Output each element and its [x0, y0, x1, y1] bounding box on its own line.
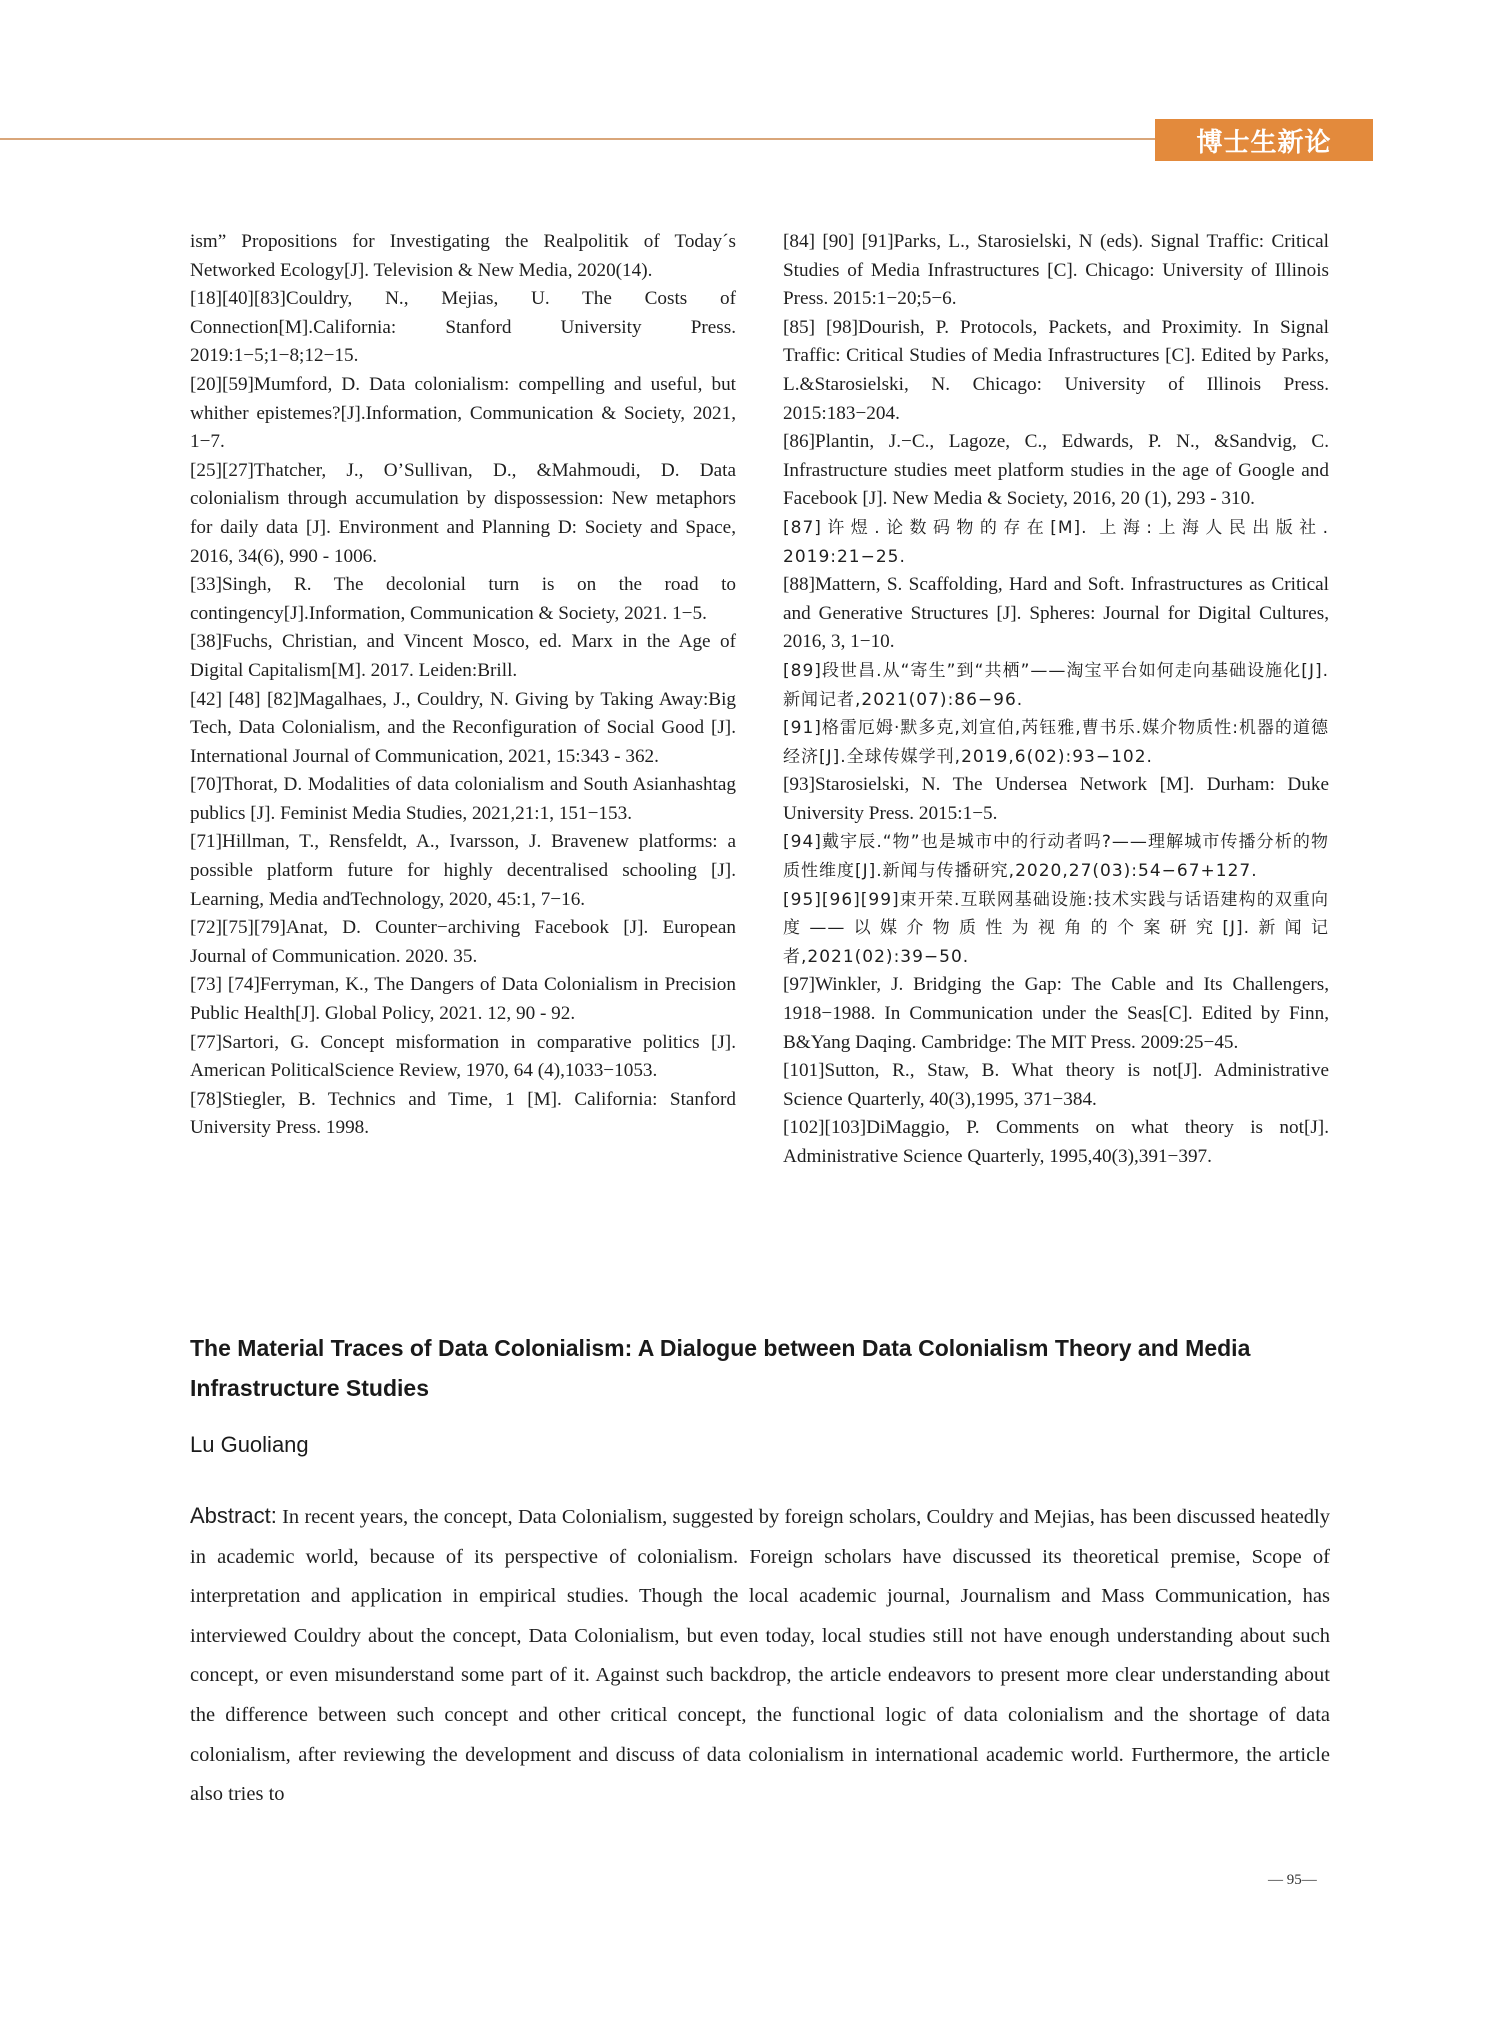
references-left-column — [190, 228, 736, 1143]
reference-item: [94]戴宇辰.“物”也是城市中的行动者吗?——理解城市传播分析的物质性维度[J].新闻与传播研究,2020,27(03):54−67+127. — [783, 832, 1329, 882]
reference-item: [77]Sartori, G. Concept misformation in comparative politics [J]. American PoliticalScience Review, 1970, 64 (4),1033−1053. — [190, 1031, 736, 1082]
reference-item: ism” Propositions for Investigating the Realpolitik of Today´s Networked Ecology[J]. Television & New Media, 2020(14). — [190, 231, 736, 281]
reference-item: [85] [98]Dourish, P. Protocols, Packets, and Proximity. In Signal Traffic: Critical Studies of Media Infrastructures [C]. Edited by Parks, L.&Starosielski, N. Chicago: University of Illinois Press. 2015:183−204. — [783, 316, 1329, 424]
reference-item: [91]格雷厄姆·默多克,刘宣伯,芮钰雅,曹书乐.媒介物质性:机器的道德经济[J].全球传媒学刊,2019,6(02):93−102. — [783, 718, 1329, 767]
reference-item: [25][27]Thatcher, J., O’Sullivan, D., &Mahmoudi, D. Data colonialism through accumulation by dispossession: New metaphors for daily data [J]. Environment and Planning D: Society and Space, 2016, 34(6), 990 - 1006. — [190, 459, 736, 567]
reference-item: [101]Sutton, R., Staw, B. What theory is not[J]. Administrative Science Quarterly, 40(3),1995, 371−384. — [783, 1060, 1329, 1110]
references-right-column — [783, 228, 1329, 1172]
reference-item: [84] [90] [91]Parks, L., Starosielski, N (eds). Signal Traffic: Critical Studies of Media Infrastructures [C]. Chicago: University of Illinois Press. 2015:1−20;5−6. — [783, 231, 1329, 310]
reference-item: [42] [48] [82]Magalhaes, J., Couldry, N. Giving by Taking Away:Big Tech, Data Colonialism, and the Reconfiguration of Social Good [J]. International Journal of Communication, 2021, 15:343 - 362. — [190, 688, 736, 767]
reference-item: [102][103]DiMaggio, P. Comments on what theory is not[J]. Administrative Science Quarterly, 1995,40(3),391−397. — [783, 1117, 1329, 1167]
reference-item: [70]Thorat, D. Modalities of data colonialism and South Asianhashtag publics [J]. Feminist Media Studies, 2021,21:1, 151−153. — [190, 774, 736, 824]
reference-item: [71]Hillman, T., Rensfeldt, A., Ivarsson, J. Bravenew platforms: a possible platform future for highly decentralised schooling [J]. Learning, Media andTechnology, 2020, 45:1, 7−16. — [190, 831, 736, 910]
abstract-text: In recent years, the concept, Data Colonialism, suggested by foreign scholars, Couldry and Mejias, has been discussed heatedly in academic world, because of its perspective of colonialism. Foreign scholars have discussed its theoretical premise, Scope of interpretation and application in empirical studies. Though the local academic journal, Journalism and Mass Communication, has interviewed Couldry about the concept, Data Colonialism, but even today, local studies still not have enough understanding about such concept, or even misunderstand some part of it. Against such backdrop, the article endeavors to present more clear understanding about the difference between such concept and other critical concept, the functional logic of data colonialism and the shortage of data colonialism, after reviewing the development and discuss of data colonialism in international academic world. Furthermore, the article also tries to — [190, 1506, 1330, 1806]
reference-item: [87]许煜.论数码物的存在[M]. 上海:上海人民出版社. 2019:21−25. — [783, 517, 1329, 567]
abstract — [190, 1496, 1330, 1815]
reference-item: [72][75][79]Anat, D. Counter−archiving Facebook [J]. European Journal of Communication. 2020. 35. — [190, 917, 736, 967]
reference-item: [38]Fuchs, Christian, and Vincent Mosco, ed. Marx in the Age of Digital Capitalism[M]. 2017. Leiden:Brill. — [190, 631, 736, 681]
reference-item: [18][40][83]Couldry, N., Mejias, U. The Costs of Connection[M].California: Stanford University Press. 2019:1−5;1−8;12−15. — [190, 288, 736, 367]
reference-item: [88]Mattern, S. Scaffolding, Hard and Soft. Infrastructures as Critical and Generative Structures [J]. Spheres: Journal for Digital Cultures, 2016, 3, 1−10. — [783, 574, 1329, 653]
reference-item: [33]Singh, R. The decolonial turn is on the road to contingency[J].Information, Communication & Society, 2021. 1−5. — [190, 574, 736, 624]
page-number: — 95— — [1268, 1872, 1317, 1888]
reference-item: [20][59]Mumford, D. Data colonialism: compelling and useful, but whither epistemes?[J].Information, Communication & Society, 2021, 1−7. — [190, 373, 736, 453]
reference-item: [97]Winkler, J. Bridging the Gap: The Cable and Its Challengers, 1918−1988. In Communication under the Seas[C]. Edited by Finn, B&Yang Daqing. Cambridge: The MIT Press. 2009:25−45. — [783, 974, 1329, 1053]
reference-item: [95][96][99]束开荣.互联网基础设施:技术实践与话语建构的双重向度——以媒介物质性为视角的个案研究[J].新闻记者,2021(02):39−50. — [783, 889, 1329, 967]
header-rule — [0, 138, 1160, 140]
abstract-label: Abstract: — [190, 1503, 277, 1528]
reference-item: [78]Stiegler, B. Technics and Time, 1 [M]. California: Stanford University Press. 1998. — [190, 1088, 736, 1139]
article-title: The Material Traces of Data Colonialism: A Dialogue between Data Colonialism Theory and Media Infrastructure Studies — [190, 1335, 1251, 1401]
article-author: Lu Guoliang — [190, 1432, 309, 1457]
reference-item: [93]Starosielski, N. The Undersea Network [M]. Durham: Duke University Press. 2015:1−5. — [783, 774, 1329, 824]
reference-item: [73] [74]Ferryman, K., The Dangers of Data Colonialism in Precision Public Health[J]. Global Policy, 2021. 12, 90 - 92. — [190, 974, 736, 1025]
reference-item: [86]Plantin, J.−C., Lagoze, C., Edwards, P. N., &Sandvig, C. Infrastructure studies meet platform studies in the age of Google and Facebook [J]. New Media & Society, 2016, 20 (1), 293 - 310. — [783, 431, 1329, 510]
section-tag: 博士生新论 — [1155, 119, 1373, 161]
reference-item: [89]段世昌.从“寄生”到“共栖”——淘宝平台如何走向基础设施化[J].新闻记者,2021(07):86−96. — [783, 660, 1329, 710]
